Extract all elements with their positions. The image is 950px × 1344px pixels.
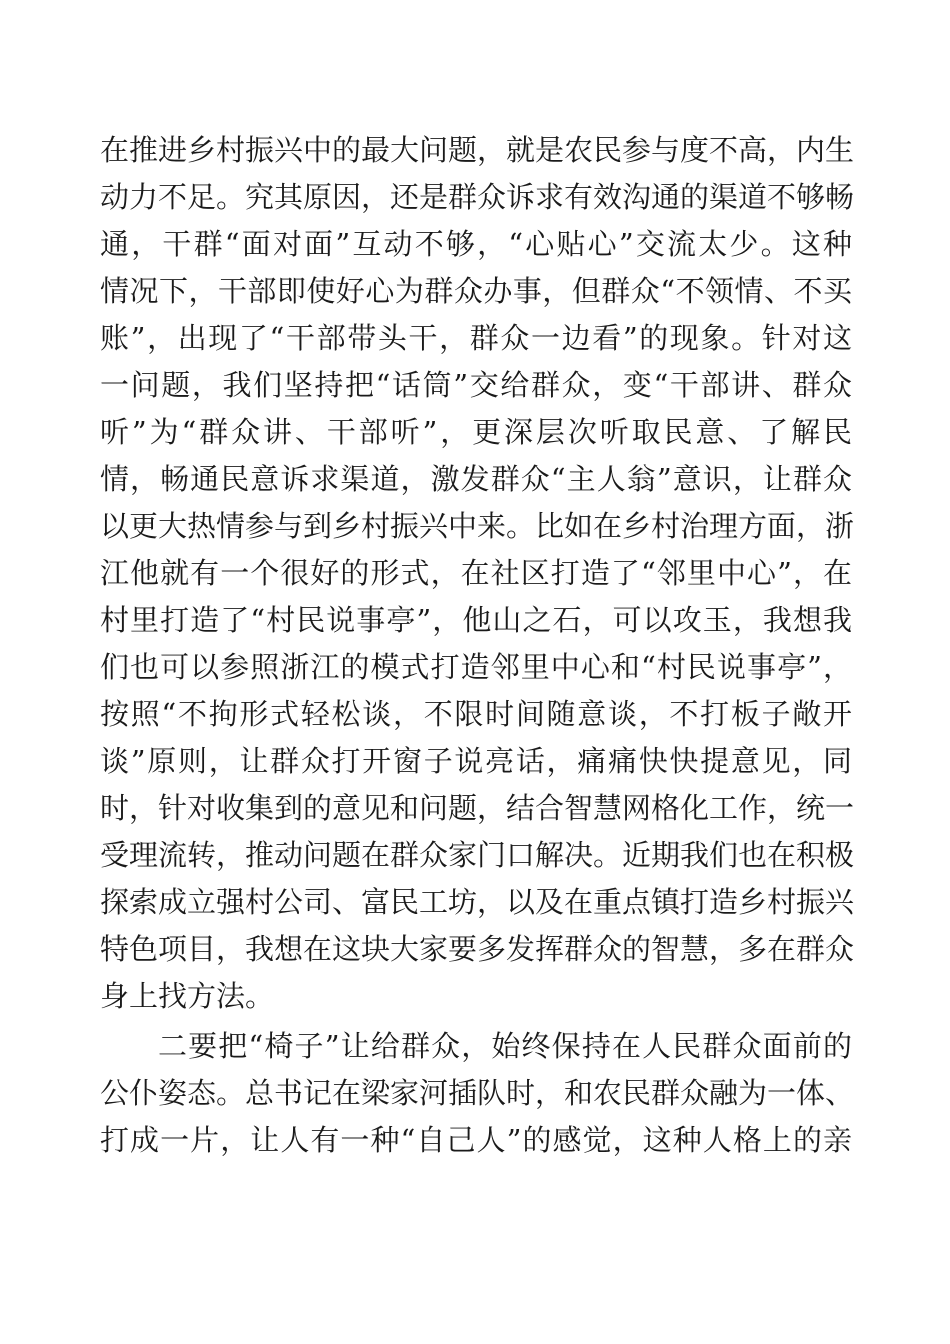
- text-line: 在推进乡村振兴中的最大问题，就是农民参与度不高，内生: [100, 133, 855, 167]
- document-body: [100, 127, 855, 1164]
- text-line: 一问题，我们坚持把“话筒”交给群众，变“干部讲、群众: [100, 368, 852, 402]
- text-line: 探索成立强村公司、富民工坊，以及在重点镇打造乡村振兴: [100, 885, 855, 919]
- text-line: 情，畅通民意诉求渠道，激发群众“主人翁”意识，让群众: [100, 462, 852, 496]
- text-line: 通，干群“面对面”互动不够，“心贴心”交流太少。这种: [100, 227, 852, 261]
- paragraph-2: [100, 1023, 855, 1164]
- text-line: 账”，出现了“干部带头干，群众一边看”的现象。针对这: [100, 321, 852, 355]
- text-line: 以更大热情参与到乡村振兴中来。比如在乡村治理方面，浙: [100, 509, 855, 543]
- paragraph-1: [100, 127, 855, 1020]
- text-line: 动力不足。究其原因，还是群众诉求有效沟通的渠道不够畅: [100, 180, 855, 214]
- text-line: 时，针对收集到的意见和问题，结合智慧网格化工作，统一: [100, 791, 855, 825]
- text-line: 二要把“椅子”让给群众，始终保持在人民群众面前的: [158, 1029, 852, 1063]
- text-line: 情况下，干部即使好心为群众办事，但群众“不领情、不买: [100, 274, 852, 308]
- text-line: 公仆姿态。总书记在梁家河插队时，和农民群众融为一体、: [100, 1076, 855, 1110]
- text-line: 听”为“群众讲、干部听”，更深层次听取民意、了解民: [100, 415, 852, 449]
- text-line: 特色项目，我想在这块大家要多发挥群众的智慧，多在群众: [100, 932, 855, 966]
- text-line: 们也可以参照浙江的模式打造邻里中心和“村民说事亭”，: [100, 650, 852, 684]
- text-line: 谈”原则，让群众打开窗子说亮话，痛痛快快提意见，同: [100, 744, 852, 778]
- text-line: 村里打造了“村民说事亭”，他山之石，可以攻玉，我想我: [100, 603, 852, 637]
- text-line: 身上找方法。: [100, 979, 275, 1013]
- text-line: 受理流转，推动问题在群众家门口解决。近期我们也在积极: [100, 838, 855, 872]
- text-line: 按照“不拘形式轻松谈，不限时间随意谈，不打板子敞开: [100, 697, 852, 731]
- text-line: 打成一片，让人有一种“自己人”的感觉，这种人格上的亲: [100, 1123, 852, 1157]
- text-line: 江他就有一个很好的形式，在社区打造了“邻里中心”，在: [100, 556, 852, 590]
